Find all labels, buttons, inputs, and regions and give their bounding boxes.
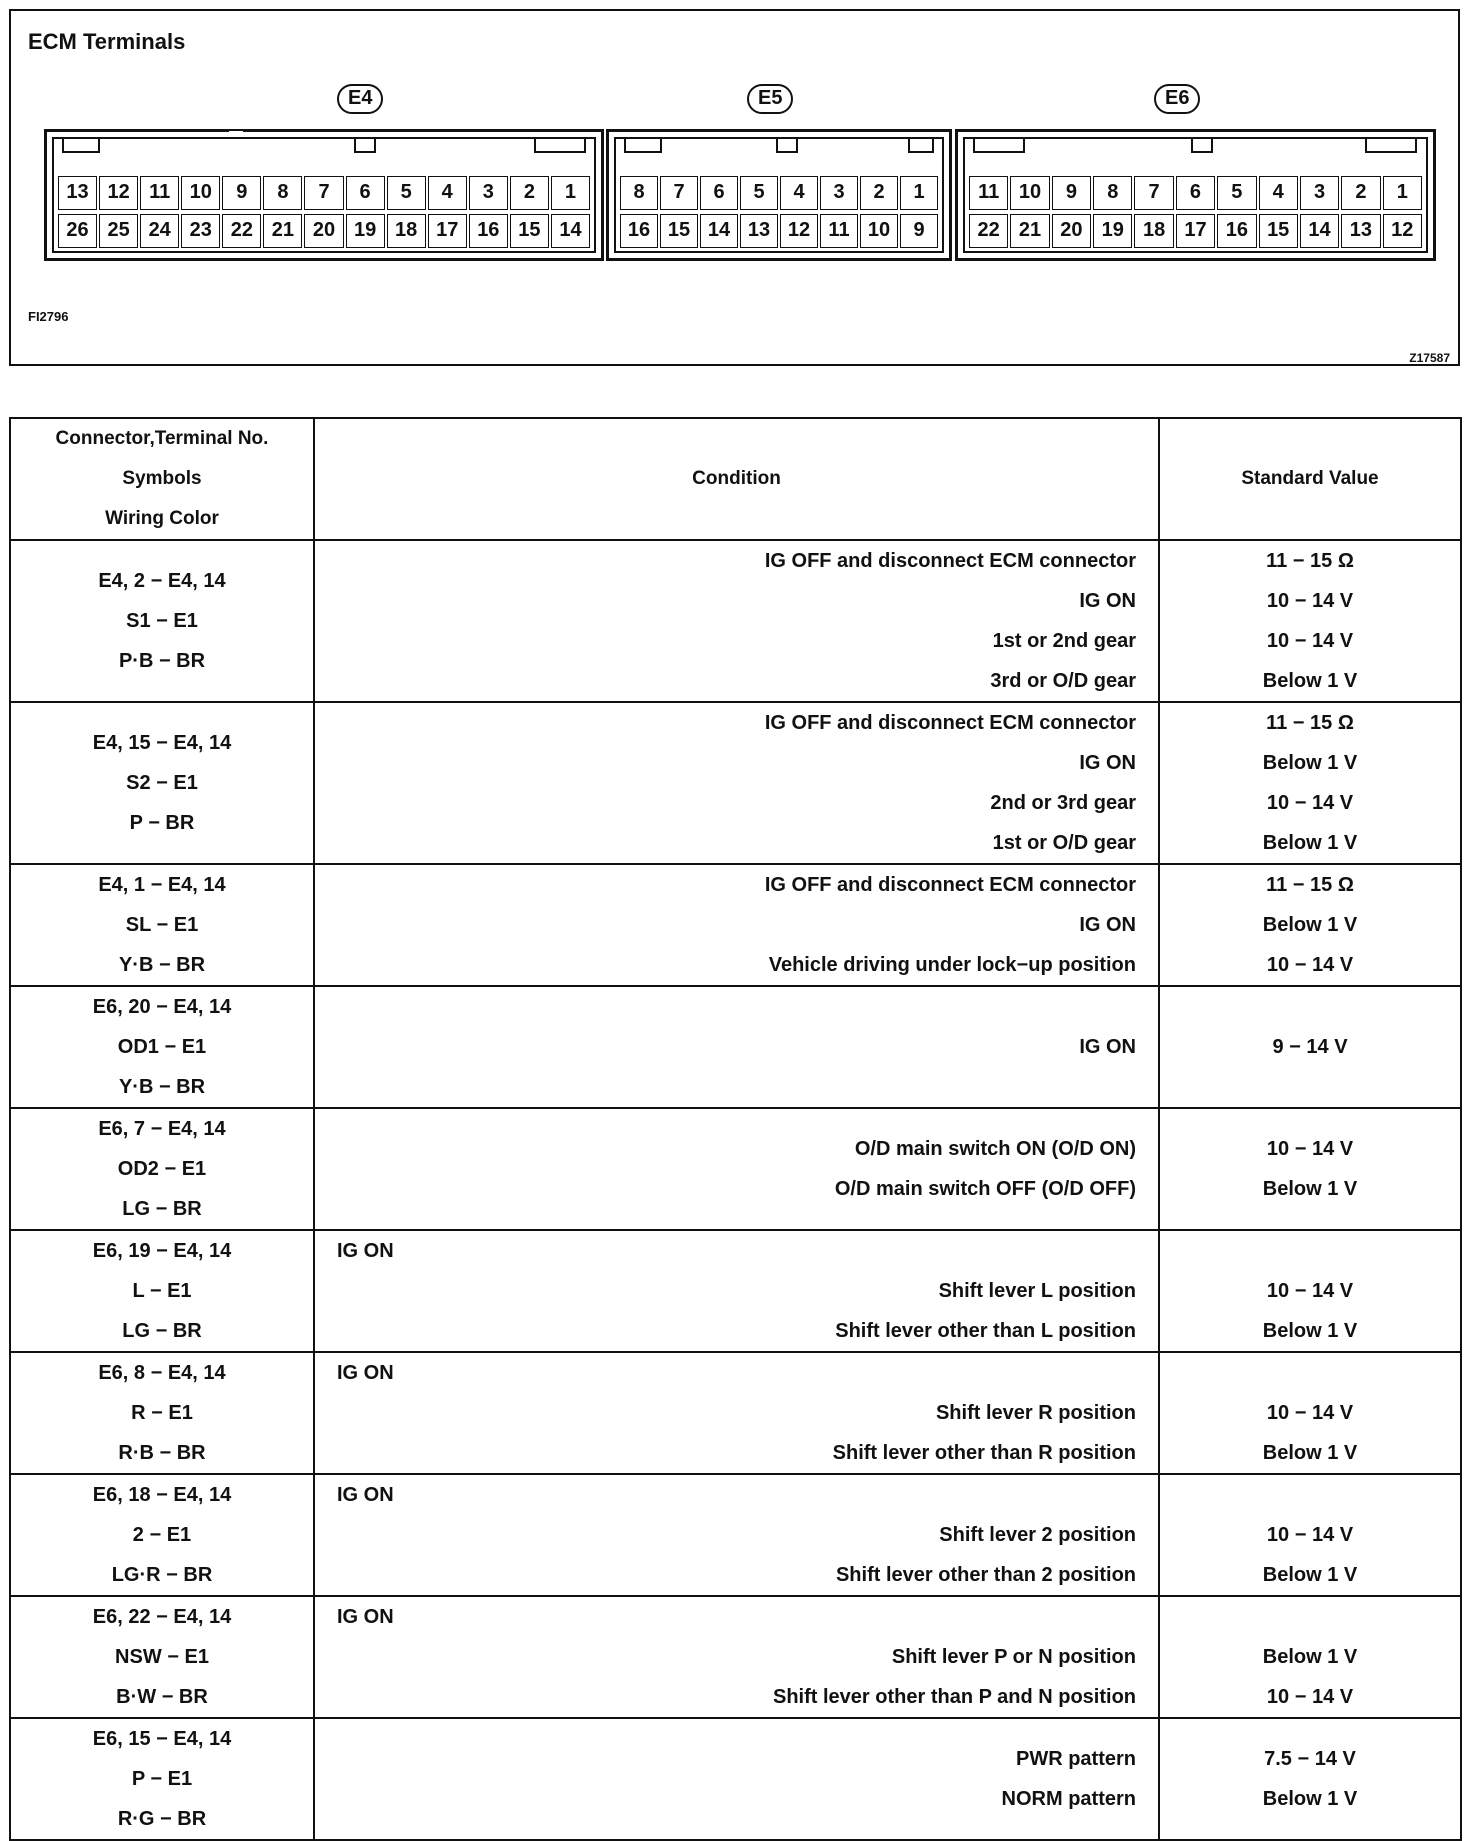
table-row bbox=[10, 1718, 1461, 1840]
standard-value-cell bbox=[1159, 1108, 1461, 1230]
terminal-pin: 16 bbox=[620, 214, 658, 248]
header-condition: Condition bbox=[314, 418, 1159, 540]
condition-text: Shift lever L position bbox=[938, 1280, 1136, 1302]
condition-text: Shift lever other than 2 position bbox=[835, 1564, 1136, 1586]
condition-text: IG ON bbox=[1079, 752, 1136, 774]
pin-row bbox=[969, 214, 1422, 248]
standard-value-cell bbox=[1159, 1474, 1461, 1596]
standard-value: 10 − 14 V bbox=[1266, 630, 1354, 652]
terminal-pin: 2 bbox=[510, 176, 549, 210]
terminal-number: E6, 8 − E4, 14 bbox=[98, 1362, 226, 1384]
terminal-pin: 16 bbox=[469, 214, 508, 248]
terminal-pin: 6 bbox=[346, 176, 385, 210]
connector-label-e5: E5 bbox=[747, 84, 793, 114]
terminal-pin: 13 bbox=[58, 176, 97, 210]
condition-cell bbox=[314, 1108, 1159, 1230]
pin-row bbox=[620, 176, 938, 210]
value-spacer bbox=[1160, 1475, 1460, 1515]
terminal-symbol: S1 − E1 bbox=[126, 610, 198, 632]
value-spacer bbox=[1160, 1597, 1460, 1637]
condition-text: 1st or O/D gear bbox=[992, 832, 1136, 854]
condition-cell bbox=[314, 1474, 1159, 1596]
standard-value: 10 − 14 V bbox=[1266, 1524, 1354, 1546]
terminal-pin: 8 bbox=[1093, 176, 1132, 210]
standard-value: 10 − 14 V bbox=[1266, 590, 1354, 612]
condition-cell bbox=[314, 1230, 1159, 1352]
standard-value-cell bbox=[1159, 986, 1461, 1108]
terminal-pin: 9 bbox=[900, 214, 938, 248]
condition-text: O/D main switch OFF (O/D OFF) bbox=[834, 1178, 1136, 1200]
condition-cell bbox=[314, 540, 1159, 702]
terminal-number: E4, 2 − E4, 14 bbox=[98, 570, 226, 592]
condition-prerequisite: IG ON bbox=[337, 1484, 394, 1506]
terminal-number: E6, 18 − E4, 14 bbox=[92, 1484, 232, 1506]
standard-value: Below 1 V bbox=[1262, 1564, 1358, 1586]
terminal-pin: 7 bbox=[1134, 176, 1173, 210]
terminal-pin: 22 bbox=[222, 214, 261, 248]
terminal-pin: 8 bbox=[263, 176, 302, 210]
value-spacer bbox=[1160, 1353, 1460, 1393]
table-row bbox=[10, 1108, 1461, 1230]
terminal-pin: 15 bbox=[660, 214, 698, 248]
terminal-cell bbox=[10, 1352, 314, 1474]
terminal-cell bbox=[10, 702, 314, 864]
standard-value: 9 − 14 V bbox=[1272, 1036, 1348, 1058]
table-row bbox=[10, 1230, 1461, 1352]
wiring-color: LG·R − BR bbox=[111, 1564, 213, 1586]
pin-row bbox=[58, 214, 590, 248]
table-row bbox=[10, 864, 1461, 986]
pin-row bbox=[58, 176, 590, 210]
standard-value: 7.5 − 14 V bbox=[1264, 1748, 1356, 1770]
terminal-pin: 21 bbox=[1010, 214, 1049, 248]
terminal-pin: 7 bbox=[660, 176, 698, 210]
condition-text: Shift lever P or N position bbox=[891, 1646, 1136, 1668]
terminal-symbol: S2 − E1 bbox=[126, 772, 198, 794]
standard-value: Below 1 V bbox=[1262, 670, 1358, 692]
terminal-pin: 4 bbox=[780, 176, 818, 210]
standard-value: 10 − 14 V bbox=[1266, 1686, 1354, 1708]
table-row bbox=[10, 1474, 1461, 1596]
pin-row bbox=[969, 176, 1422, 210]
terminal-pin: 1 bbox=[1383, 176, 1422, 210]
standard-value-cell bbox=[1159, 1230, 1461, 1352]
table-header-row bbox=[10, 418, 1461, 540]
condition-text: IG OFF and disconnect ECM connector bbox=[764, 550, 1136, 572]
wiring-color: P − BR bbox=[129, 812, 195, 834]
standard-value-cell bbox=[1159, 1352, 1461, 1474]
wiring-color: LG − BR bbox=[122, 1198, 202, 1220]
condition-cell bbox=[314, 702, 1159, 864]
reference-code: Z17587 bbox=[1409, 351, 1450, 365]
terminal-number: E6, 19 − E4, 14 bbox=[92, 1240, 232, 1262]
wiring-color: LG − BR bbox=[122, 1320, 202, 1342]
connector-e4 bbox=[44, 129, 604, 261]
terminal-pin: 2 bbox=[860, 176, 898, 210]
condition-text: Shift lever other than L position bbox=[835, 1320, 1136, 1342]
terminal-pin: 14 bbox=[551, 214, 590, 248]
condition-text: PWR pattern bbox=[1016, 1748, 1136, 1770]
connector-label-e6: E6 bbox=[1154, 84, 1200, 114]
standard-value: Below 1 V bbox=[1262, 832, 1358, 854]
terminal-cell bbox=[10, 986, 314, 1108]
standard-value: Below 1 V bbox=[1262, 1788, 1358, 1810]
header-terminal: Connector,Terminal No. Symbols Wiring Color bbox=[10, 418, 314, 540]
condition-text: Shift lever other than R position bbox=[832, 1442, 1136, 1464]
condition-text: Vehicle driving under lock−up position bbox=[768, 954, 1136, 976]
terminal-cell bbox=[10, 864, 314, 986]
terminal-number: E4, 15 − E4, 14 bbox=[92, 732, 232, 754]
condition-prerequisite: IG ON bbox=[337, 1240, 394, 1262]
standard-value-cell bbox=[1159, 540, 1461, 702]
condition-text: O/D main switch ON (O/D ON) bbox=[854, 1138, 1136, 1160]
terminal-number: E6, 20 − E4, 14 bbox=[92, 996, 232, 1018]
standard-value: 10 − 14 V bbox=[1266, 792, 1354, 814]
terminal-cell bbox=[10, 1474, 314, 1596]
terminal-number: E4, 1 − E4, 14 bbox=[98, 874, 226, 896]
terminal-pin: 12 bbox=[99, 176, 138, 210]
table-row bbox=[10, 1352, 1461, 1474]
standard-value-cell bbox=[1159, 702, 1461, 864]
terminal-pin: 22 bbox=[969, 214, 1008, 248]
terminal-pin: 10 bbox=[181, 176, 220, 210]
condition-text: IG OFF and disconnect ECM connector bbox=[764, 712, 1136, 734]
terminal-pin: 14 bbox=[1300, 214, 1339, 248]
condition-cell bbox=[314, 864, 1159, 986]
terminal-pin: 7 bbox=[304, 176, 343, 210]
standard-value: 10 − 14 V bbox=[1266, 1138, 1354, 1160]
terminal-pin: 17 bbox=[1176, 214, 1215, 248]
connector-e6 bbox=[955, 129, 1436, 261]
wiring-color: Y·B − BR bbox=[118, 954, 206, 976]
terminal-symbol: NSW − E1 bbox=[115, 1646, 209, 1668]
terminal-symbol: L − E1 bbox=[132, 1280, 192, 1302]
standard-value: Below 1 V bbox=[1262, 752, 1358, 774]
ecm-terminal-diagram bbox=[9, 9, 1460, 366]
terminal-pin: 3 bbox=[1300, 176, 1339, 210]
value-spacer bbox=[1160, 1231, 1460, 1271]
condition-text: Shift lever other than P and N position bbox=[773, 1686, 1136, 1708]
terminal-pin: 6 bbox=[700, 176, 738, 210]
condition-cell bbox=[314, 1718, 1159, 1840]
terminal-number: E6, 15 − E4, 14 bbox=[92, 1728, 232, 1750]
terminal-pin: 16 bbox=[1217, 214, 1256, 248]
condition-text: 1st or 2nd gear bbox=[992, 630, 1136, 652]
condition-cell bbox=[314, 1596, 1159, 1718]
terminal-cell bbox=[10, 1108, 314, 1230]
terminal-symbol: OD2 − E1 bbox=[117, 1158, 207, 1180]
standard-value-cell bbox=[1159, 864, 1461, 986]
terminal-symbol: SL − E1 bbox=[125, 914, 199, 936]
terminal-pin: 5 bbox=[1217, 176, 1256, 210]
terminal-symbol: R − E1 bbox=[131, 1402, 193, 1424]
standard-value: 11 − 15 Ω bbox=[1266, 550, 1354, 572]
terminal-pin: 3 bbox=[820, 176, 858, 210]
table-row bbox=[10, 702, 1461, 864]
terminal-pin: 9 bbox=[1052, 176, 1091, 210]
condition-prerequisite: IG ON bbox=[337, 1606, 394, 1628]
terminal-pin: 3 bbox=[469, 176, 508, 210]
standard-value-cell bbox=[1159, 1596, 1461, 1718]
table-row bbox=[10, 540, 1461, 702]
terminal-symbol: P − E1 bbox=[131, 1768, 193, 1790]
terminal-pin: 6 bbox=[1176, 176, 1215, 210]
standard-value: Below 1 V bbox=[1262, 1178, 1358, 1200]
standard-value: 11 − 15 Ω bbox=[1266, 712, 1354, 734]
terminal-cell bbox=[10, 1230, 314, 1352]
terminal-number: E6, 22 − E4, 14 bbox=[92, 1606, 232, 1628]
connector-label-e4: E4 bbox=[337, 84, 383, 114]
condition-text: IG ON bbox=[1079, 1036, 1136, 1058]
terminal-pin: 20 bbox=[1052, 214, 1091, 248]
terminal-pin: 4 bbox=[1259, 176, 1298, 210]
terminal-pin: 12 bbox=[1383, 214, 1422, 248]
terminal-symbol: 2 − E1 bbox=[132, 1524, 192, 1546]
standard-value: Below 1 V bbox=[1262, 1320, 1358, 1342]
terminal-pin: 17 bbox=[428, 214, 467, 248]
terminal-pin: 11 bbox=[140, 176, 179, 210]
terminal-pin: 1 bbox=[900, 176, 938, 210]
standard-value-cell bbox=[1159, 1718, 1461, 1840]
terminal-symbol: OD1 − E1 bbox=[117, 1036, 207, 1058]
terminal-pin: 13 bbox=[1341, 214, 1380, 248]
terminal-pin: 18 bbox=[1134, 214, 1173, 248]
pin-row bbox=[620, 214, 938, 248]
connector-e5 bbox=[606, 129, 952, 261]
wiring-color: R·B − BR bbox=[118, 1442, 206, 1464]
terminal-pin: 9 bbox=[222, 176, 261, 210]
terminal-pin: 12 bbox=[780, 214, 818, 248]
terminal-pin: 20 bbox=[304, 214, 343, 248]
condition-text: Shift lever R position bbox=[935, 1402, 1136, 1424]
wiring-color: B·W − BR bbox=[116, 1686, 208, 1708]
terminal-pin: 5 bbox=[740, 176, 778, 210]
terminal-pin: 1 bbox=[551, 176, 590, 210]
terminal-pin: 2 bbox=[1341, 176, 1380, 210]
terminal-pin: 13 bbox=[740, 214, 778, 248]
condition-cell bbox=[314, 986, 1159, 1108]
terminal-number: E6, 7 − E4, 14 bbox=[98, 1118, 226, 1140]
terminal-cell bbox=[10, 540, 314, 702]
wiring-color: P·B − BR bbox=[118, 650, 206, 672]
table-row bbox=[10, 986, 1461, 1108]
terminal-pin: 19 bbox=[346, 214, 385, 248]
terminal-cell bbox=[10, 1718, 314, 1840]
terminal-pin: 4 bbox=[428, 176, 467, 210]
standard-value: 10 − 14 V bbox=[1266, 1402, 1354, 1424]
terminal-table bbox=[9, 417, 1462, 1841]
standard-value: 10 − 14 V bbox=[1266, 1280, 1354, 1302]
terminal-pin: 11 bbox=[969, 176, 1008, 210]
wiring-color: R·G − BR bbox=[117, 1808, 207, 1830]
wiring-color: Y·B − BR bbox=[118, 1076, 206, 1098]
condition-text: IG ON bbox=[1079, 590, 1136, 612]
condition-cell bbox=[314, 1352, 1159, 1474]
terminal-pin: 10 bbox=[860, 214, 898, 248]
terminal-cell bbox=[10, 1596, 314, 1718]
standard-value: Below 1 V bbox=[1262, 1442, 1358, 1464]
terminal-pin: 26 bbox=[58, 214, 97, 248]
condition-prerequisite: IG ON bbox=[337, 1362, 394, 1384]
condition-text: IG ON bbox=[1079, 914, 1136, 936]
terminal-pin: 14 bbox=[700, 214, 738, 248]
terminal-pin: 25 bbox=[99, 214, 138, 248]
terminal-pin: 5 bbox=[387, 176, 426, 210]
terminal-pin: 10 bbox=[1010, 176, 1049, 210]
terminal-pin: 18 bbox=[387, 214, 426, 248]
condition-text: Shift lever 2 position bbox=[939, 1524, 1136, 1546]
condition-text: 3rd or O/D gear bbox=[990, 670, 1136, 692]
condition-text: NORM pattern bbox=[1001, 1788, 1136, 1810]
diagram-title: ECM Terminals bbox=[28, 29, 186, 54]
terminal-pin: 15 bbox=[1259, 214, 1298, 248]
terminal-pin: 15 bbox=[510, 214, 549, 248]
terminal-pin: 19 bbox=[1093, 214, 1132, 248]
standard-value: 11 − 15 Ω bbox=[1266, 874, 1354, 896]
terminal-pin: 11 bbox=[820, 214, 858, 248]
figure-code: FI2796 bbox=[28, 309, 69, 324]
terminal-pin: 24 bbox=[140, 214, 179, 248]
standard-value: Below 1 V bbox=[1262, 914, 1358, 936]
condition-text: 2nd or 3rd gear bbox=[990, 792, 1136, 814]
terminal-pin: 8 bbox=[620, 176, 658, 210]
standard-value: Below 1 V bbox=[1262, 1646, 1358, 1668]
standard-value: 10 − 14 V bbox=[1266, 954, 1354, 976]
table-row bbox=[10, 1596, 1461, 1718]
terminal-pin: 21 bbox=[263, 214, 302, 248]
condition-text: IG OFF and disconnect ECM connector bbox=[764, 874, 1136, 896]
header-standard-value: Standard Value bbox=[1159, 418, 1461, 540]
terminal-pin: 23 bbox=[181, 214, 220, 248]
